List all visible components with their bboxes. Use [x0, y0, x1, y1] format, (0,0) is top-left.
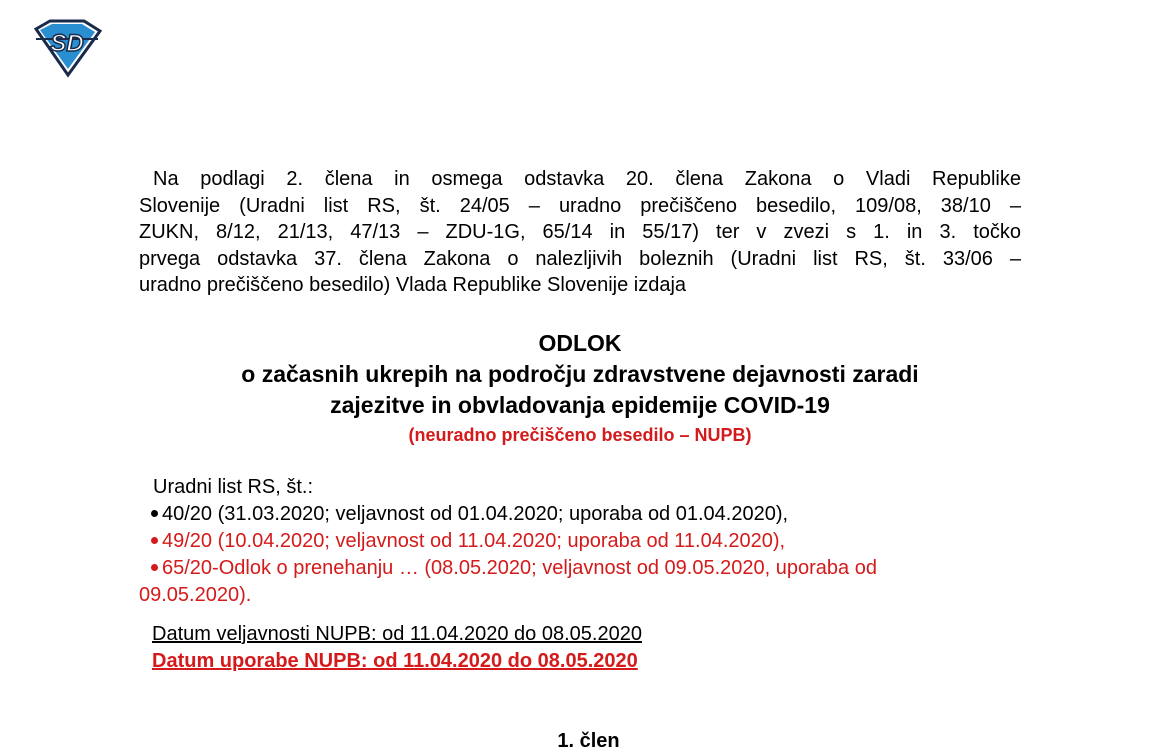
- gazette-item: [139, 501, 1039, 528]
- intro-line: Slovenije (Uradni list RS, št. 24/05 – uradno prečiščeno besedilo, 109/08, 38/10 –: [139, 194, 1021, 217]
- validity-date: Datum veljavnosti NUPB: od 11.04.2020 do 08.05.2020: [152, 623, 642, 645]
- decree-subtitle-line-1: o začasnih ukrepih na področju zdravstvene dejavnosti zaradi: [241, 361, 919, 387]
- gazette-item-continuation: 09.05.2020).: [139, 584, 252, 606]
- intro-line: ZUKN, 8/12, 21/13, 47/13 – ZDU-1G, 65/14 in 55/17) ter v zvezi s 1. in 3. točko: [139, 221, 1021, 243]
- bullet-icon: [151, 510, 158, 517]
- article-heading: 1. člen: [557, 730, 620, 752]
- gazette-list: [139, 474, 1039, 609]
- gazette-item-text: 65/20-Odlok o prenehanju … (08.05.2020; veljavnost od 09.05.2020, uporaba od: [162, 557, 877, 579]
- intro-line: uradno prečiščeno besedilo) Vlada Republike Slovenije izdaja: [139, 274, 687, 296]
- intro-line: prvega odstavka 37. člena Zakona o nalezljivih boleznih (Uradni list RS, št. 33/06 –: [139, 247, 1021, 270]
- gazette-item: [139, 528, 1039, 555]
- gazette-item-text: 49/20 (10.04.2020; veljavnost od 11.04.2020; uporaba od 11.04.2020),: [162, 530, 786, 552]
- nupb-note: (neuradno prečiščeno besedilo – NUPB): [408, 425, 752, 445]
- intro-line: Na podlagi 2. člena in osmega odstavka 20. člena Zakona o Vladi Republike: [153, 168, 1021, 190]
- party-logo: [30, 17, 104, 79]
- decree-title: ODLOK: [538, 330, 622, 356]
- intro-paragraph: [139, 166, 1021, 299]
- gazette-item: [139, 555, 1039, 582]
- gazette-header: Uradni list RS, št.:: [153, 476, 314, 498]
- decree-subtitle-line-2: zajezitve in obvladovanja epidemije COVID-19: [330, 392, 830, 418]
- nupb-dates: [152, 621, 642, 675]
- application-date: Datum uporabe NUPB: od 11.04.2020 do 08.05.2020: [152, 650, 638, 672]
- bullet-icon: [151, 564, 158, 571]
- gazette-item-text: 40/20 (31.03.2020; veljavnost od 01.04.2020; uporaba od 01.04.2020),: [162, 503, 789, 525]
- logo-lettering: SD: [50, 30, 84, 57]
- bullet-icon: [151, 537, 158, 544]
- decree-title-block: [139, 328, 1021, 447]
